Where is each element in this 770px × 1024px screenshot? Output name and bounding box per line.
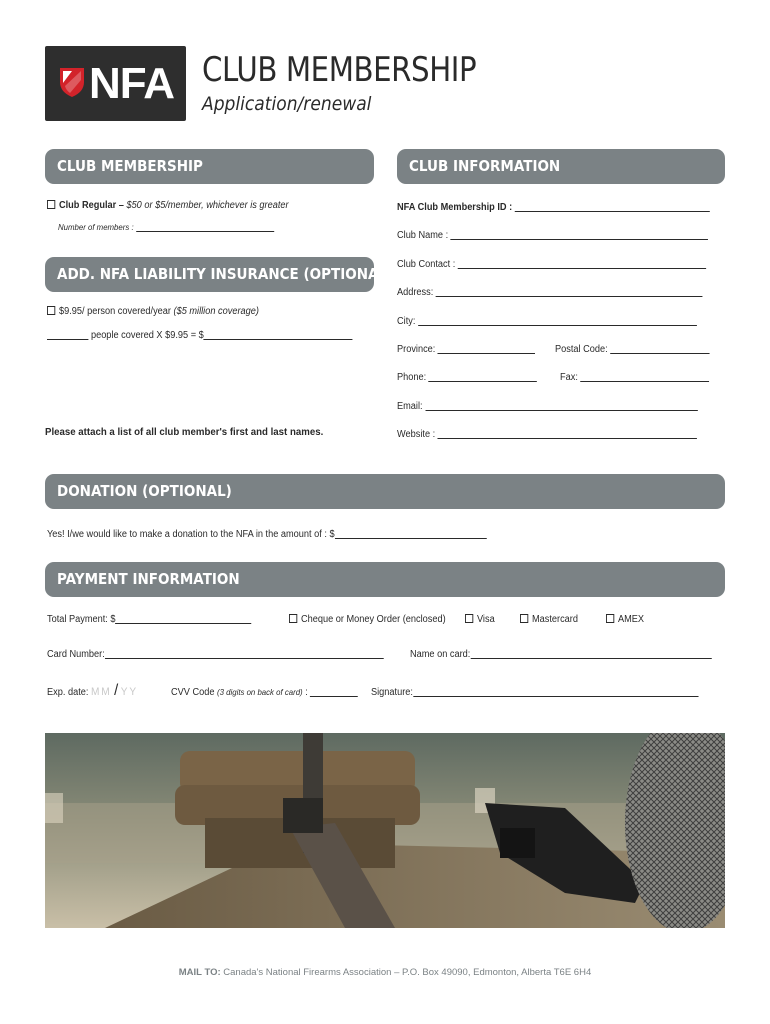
payment-header: PAYMENT INFORMATION <box>45 562 725 597</box>
postal-code-input[interactable] <box>610 344 709 354</box>
visa-checkbox[interactable] <box>465 614 473 623</box>
name-on-card-field[interactable]: Name on card: <box>410 648 711 661</box>
address-input[interactable] <box>436 287 703 297</box>
payment-option-amex[interactable]: AMEX <box>606 613 644 626</box>
insurance-total-input[interactable] <box>204 330 353 340</box>
club-name-input[interactable] <box>451 230 709 240</box>
address-field[interactable]: Address: <box>397 286 703 299</box>
total-payment-input[interactable] <box>116 614 252 624</box>
fax-input[interactable] <box>580 372 709 382</box>
people-covered-field[interactable]: people covered X $9.95 = $ <box>47 329 353 342</box>
signature-input[interactable] <box>413 687 698 697</box>
club-information-header: CLUB INFORMATION <box>397 149 725 184</box>
exp-year-input[interactable]: YY <box>120 686 138 698</box>
cvv-input[interactable] <box>310 687 358 697</box>
members-count-field[interactable]: Number of members : <box>58 221 274 234</box>
phone-field[interactable]: Phone: <box>397 371 537 384</box>
mailing-address-text: Canada's National Firearms Association – P.O. Box 49090, Edmonton, Alberta T6E 6H4 <box>223 967 592 978</box>
mastercard-checkbox[interactable] <box>520 614 528 623</box>
club-contact-input[interactable] <box>458 259 706 269</box>
exp-date-separator: / <box>114 682 119 699</box>
donation-header: DONATION (OPTIONAL) <box>45 474 725 509</box>
city-input[interactable] <box>418 316 697 326</box>
mailing-address <box>0 967 770 978</box>
card-number-field[interactable]: Card Number: <box>47 648 384 661</box>
club-regular-option[interactable]: Club Regular – $50 or $5/member, whichever is greater <box>47 199 289 212</box>
exp-date-field[interactable]: Exp. date: MM / YY <box>47 682 138 699</box>
club-contact-field[interactable]: Club Contact : <box>397 258 706 271</box>
payment-option-cheque[interactable]: Cheque or Money Order (enclosed) <box>289 613 446 626</box>
postal-code-field[interactable]: Postal Code: <box>555 343 710 356</box>
nfa-logo <box>45 46 186 121</box>
rifles-on-bench-illustration <box>45 733 725 928</box>
email-input[interactable] <box>425 401 697 411</box>
city-field[interactable]: City: <box>397 315 697 328</box>
club-regular-checkbox[interactable] <box>47 200 55 209</box>
phone-input[interactable] <box>429 372 538 382</box>
donation-amount-input[interactable] <box>335 529 487 539</box>
total-payment-field[interactable]: Total Payment: $ <box>47 613 252 626</box>
email-field[interactable]: Email: <box>397 400 697 413</box>
website-input[interactable] <box>438 429 697 439</box>
people-covered-input[interactable] <box>47 330 88 340</box>
mail-to-label: MAIL TO: <box>178 967 221 978</box>
name-on-card-input[interactable] <box>470 649 711 659</box>
province-field[interactable]: Province: <box>397 343 535 356</box>
logo-text: NFA <box>89 59 174 108</box>
members-count-input[interactable] <box>136 222 274 232</box>
province-input[interactable] <box>438 344 536 354</box>
club-name-field[interactable]: Club Name : <box>397 229 708 242</box>
membership-id-input[interactable] <box>515 202 710 212</box>
page-title: CLUB MEMBERSHIP <box>202 50 477 90</box>
signature-field[interactable]: Signature: <box>371 686 698 699</box>
shooting-range-photo <box>45 733 725 928</box>
card-number-input[interactable] <box>105 649 384 659</box>
shield-icon <box>59 66 85 98</box>
club-membership-header: CLUB MEMBERSHIP <box>45 149 374 184</box>
insurance-option[interactable]: $9.95/ person covered/year ($5 million coverage) <box>47 305 259 318</box>
attach-list-note: Please attach a list of all club member's first and last names. <box>45 426 324 438</box>
insurance-checkbox[interactable] <box>47 306 55 315</box>
donation-field[interactable]: Yes! I/we would like to make a donation to the NFA in the amount of : $ <box>47 528 486 541</box>
fax-field[interactable]: Fax: <box>560 371 709 384</box>
cvv-field[interactable]: CVV Code (3 digits on back of card) : <box>171 686 358 699</box>
page-subtitle: Application/renewal <box>202 93 372 115</box>
exp-month-input[interactable]: MM <box>90 686 112 698</box>
amex-checkbox[interactable] <box>606 614 614 623</box>
website-field[interactable]: Website : <box>397 428 697 441</box>
payment-option-mastercard[interactable]: Mastercard <box>520 613 578 626</box>
cheque-checkbox[interactable] <box>289 614 297 623</box>
payment-option-visa[interactable]: Visa <box>465 613 495 626</box>
insurance-header: ADD. NFA LIABILITY INSURANCE (OPTIONAL) <box>45 257 374 292</box>
membership-id-field[interactable]: NFA Club Membership ID : <box>397 201 710 214</box>
